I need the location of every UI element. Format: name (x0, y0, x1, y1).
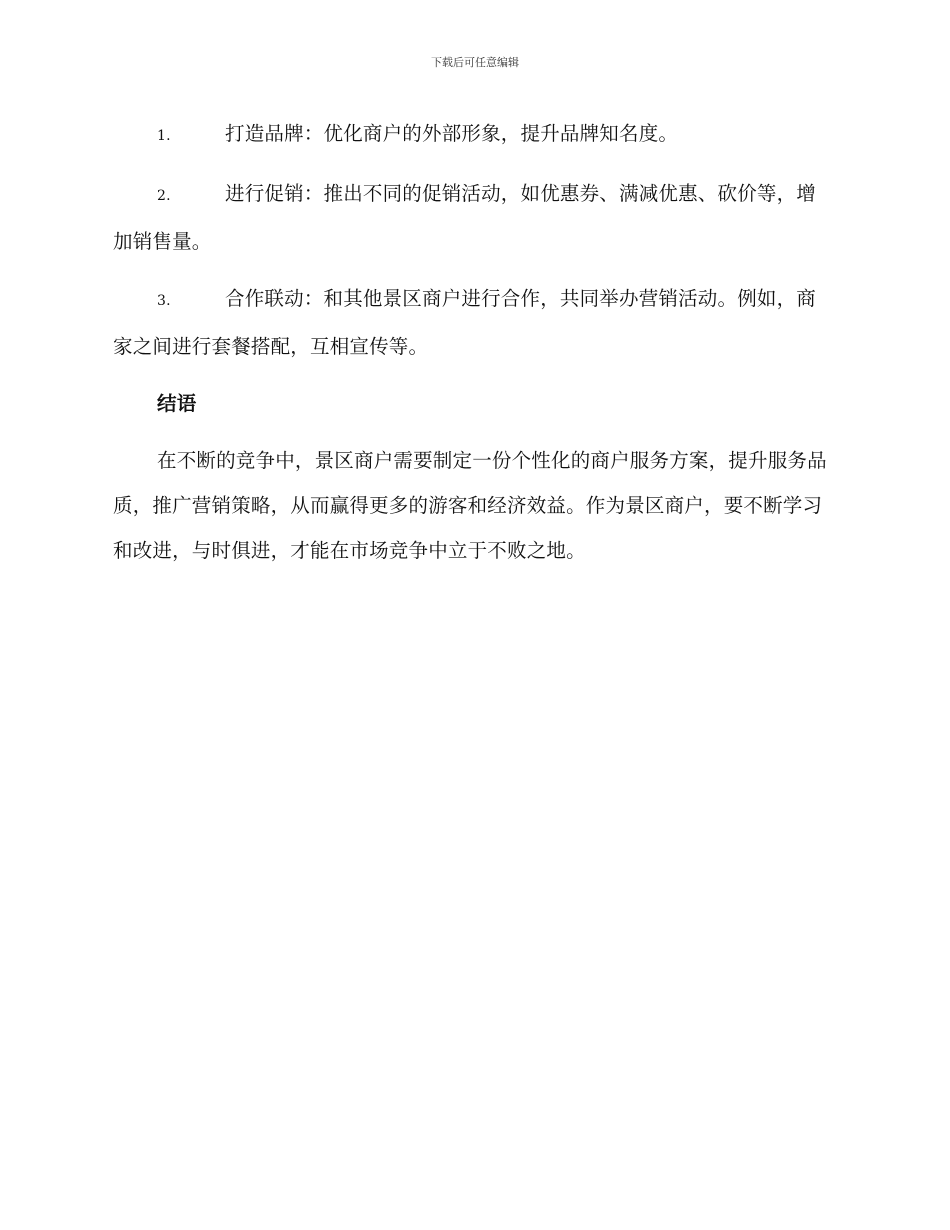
list-item-1 (113, 111, 833, 159)
list-item-2 (113, 171, 833, 264)
list-item-number: 1. (157, 128, 171, 144)
list-item-text: 打造品牌：优化商户的外部形象，提升品牌知名度。 (225, 122, 679, 145)
list-item-number: 3. (157, 293, 171, 309)
section-heading: 结语 (157, 392, 197, 415)
page-header: 下载后可任意编辑 (431, 56, 519, 69)
list-item-number: 2. (157, 188, 171, 204)
document-body (113, 111, 833, 573)
list-item-text: 进行促销：推出不同的促销活动，如优惠券、满减优惠、砍价等，增加销售量。 (113, 182, 817, 253)
list-item-text: 合作联动：和其他景区商户进行合作，共同举办营销活动。例如，商家之间进行套餐搭配，互相宣传等。 (113, 287, 817, 358)
conclusion-paragraph: 在不断的竞争中，景区商户需要制定一份个性化的商户服务方案，提升服务品质，推广营销策略，从而赢得更多的游客和经济效益。作为景区商户，要不断学习和改进，与时俱进，才能在市场竞争中立于不败之地。 (113, 449, 827, 562)
list-item-3 (113, 276, 833, 369)
